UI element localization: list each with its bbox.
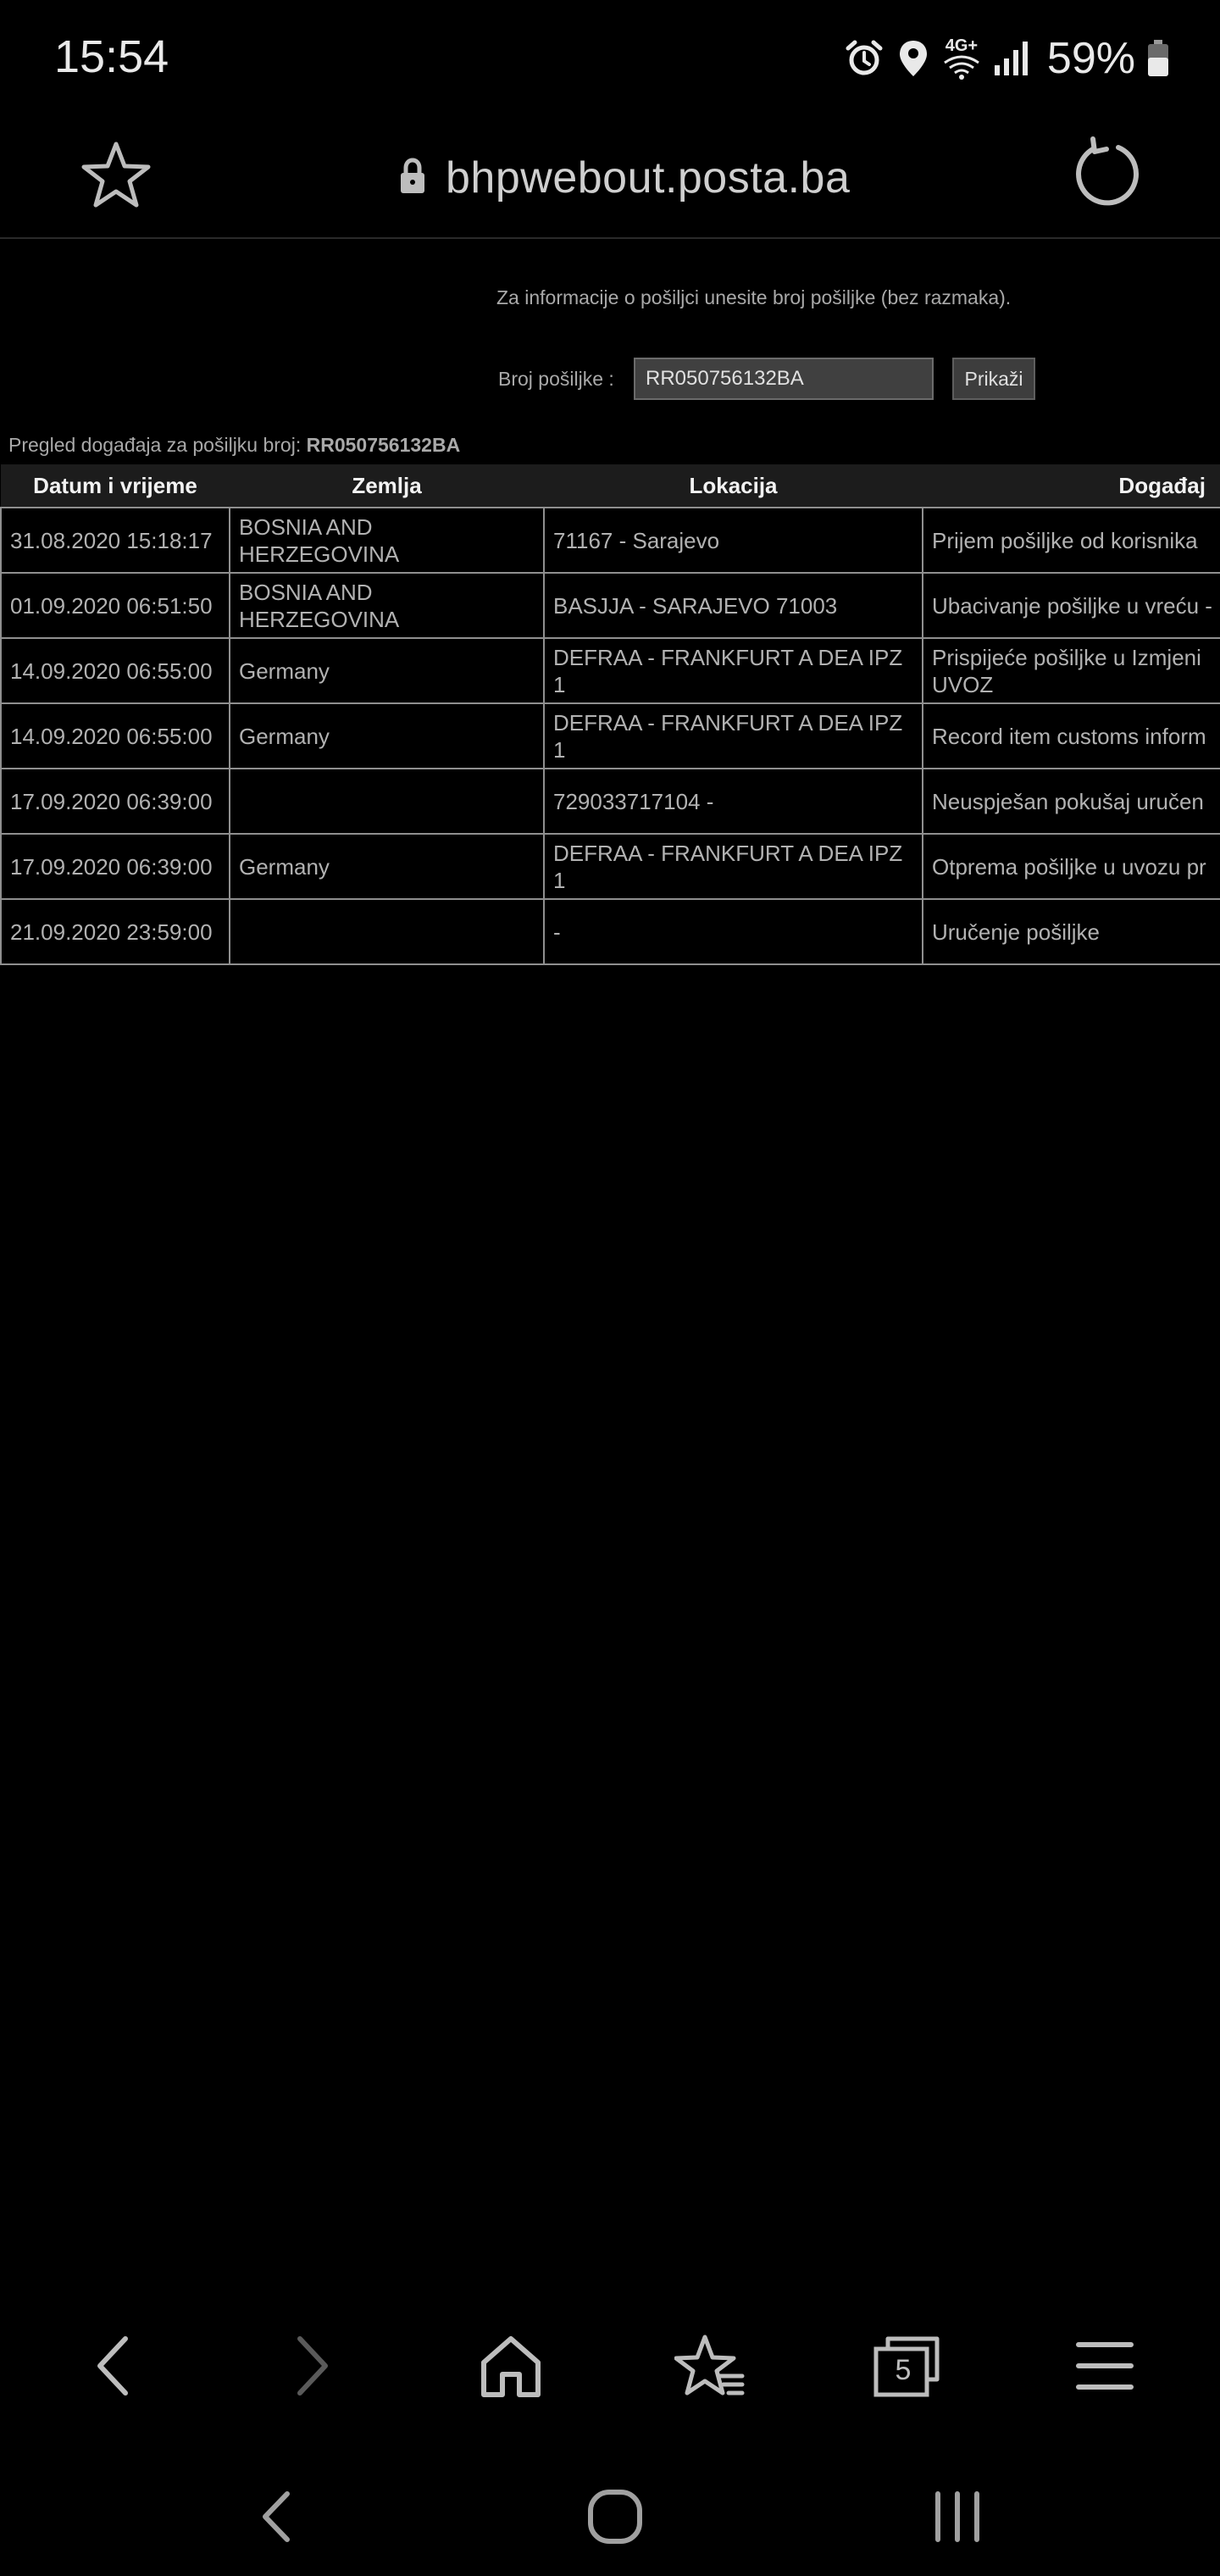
home-icon[interactable] xyxy=(573,2474,657,2559)
wifi-icon xyxy=(942,54,981,80)
star-icon[interactable] xyxy=(78,137,154,214)
cell-event: Prijem pošiljke od korisnika xyxy=(923,508,1220,573)
cell-event: Uručenje pošiljke xyxy=(923,899,1220,964)
cell-country xyxy=(230,899,544,964)
table-row xyxy=(1,508,1220,573)
forward-icon[interactable] xyxy=(271,2325,352,2407)
table-row xyxy=(1,899,1220,964)
header-location: Lokacija xyxy=(544,464,923,508)
table-row xyxy=(1,638,1220,703)
home-icon[interactable] xyxy=(470,2325,552,2407)
info-text: Za informacije o pošiljci unesite broj pošiljke (bez razmaka). xyxy=(496,286,1012,308)
lock-icon xyxy=(398,158,427,199)
cell-location: DEFRAA - FRANKFURT A DEA IPZ 1 xyxy=(544,703,923,769)
cell-country: Germany xyxy=(230,834,544,899)
cell-location: BASJJA - SARAJEVO 71003 xyxy=(544,573,923,638)
battery-percentage: 59% xyxy=(1046,34,1135,83)
cell-datetime: 14.09.2020 06:55:00 xyxy=(1,638,230,703)
location-icon xyxy=(896,38,930,79)
cell-datetime: 17.09.2020 06:39:00 xyxy=(1,834,230,899)
browser-toolbar xyxy=(0,2313,1220,2415)
cell-location: 729033717104 - xyxy=(544,769,923,834)
system-nav-bar xyxy=(0,2457,1220,2576)
cell-event: Record item customs inform xyxy=(923,703,1220,769)
cell-datetime: 14.09.2020 06:55:00 xyxy=(1,703,230,769)
overview-text xyxy=(8,434,460,457)
cell-country: Germany xyxy=(230,703,544,769)
address-field[interactable] xyxy=(398,144,850,212)
menu-icon[interactable] xyxy=(1064,2325,1145,2407)
cell-location: DEFRAA - FRANKFURT A DEA IPZ 1 xyxy=(544,834,923,899)
cell-country: BOSNIA AND HERZEGOVINA xyxy=(230,573,544,638)
table-row xyxy=(1,703,1220,769)
cell-datetime: 01.09.2020 06:51:50 xyxy=(1,573,230,638)
table-row xyxy=(1,769,1220,834)
cell-datetime: 21.09.2020 23:59:00 xyxy=(1,899,230,964)
cell-event: Otprema pošiljke u uvozu pr xyxy=(923,834,1220,899)
reload-icon[interactable] xyxy=(1069,136,1145,212)
header-event: Događaj xyxy=(923,464,1220,508)
cell-country: BOSNIA AND HERZEGOVINA xyxy=(230,508,544,573)
network-indicator xyxy=(942,37,981,80)
recents-icon[interactable] xyxy=(915,2474,1000,2559)
signal-icon xyxy=(993,40,1030,77)
cell-location: DEFRAA - FRANKFURT A DEA IPZ 1 xyxy=(544,638,923,703)
cell-location: - xyxy=(544,899,923,964)
tracking-number-input[interactable] xyxy=(634,358,934,400)
battery-icon xyxy=(1147,39,1169,78)
cell-event: Prispijeće pošiljke u Izmjeni UVOZ xyxy=(923,638,1220,703)
status-bar xyxy=(0,0,1220,119)
tabs-icon[interactable] xyxy=(866,2325,947,2407)
cell-datetime: 31.08.2020 15:18:17 xyxy=(1,508,230,573)
network-label: 4G+ xyxy=(945,36,979,55)
cell-location: 71167 - Sarajevo xyxy=(544,508,923,573)
url-bar xyxy=(0,119,1220,239)
tabs-count: 5 xyxy=(895,2353,912,2386)
show-button[interactable]: Prikaži xyxy=(952,358,1035,400)
header-datetime: Datum i vrijeme xyxy=(1,464,230,508)
status-time: 15:54 xyxy=(54,31,169,82)
table-row xyxy=(1,834,1220,899)
bookmarks-icon[interactable] xyxy=(669,2325,751,2407)
cell-country xyxy=(230,769,544,834)
cell-event: Ubacivanje pošiljke u vreću - xyxy=(923,573,1220,638)
back-icon[interactable] xyxy=(73,2325,154,2407)
cell-country: Germany xyxy=(230,638,544,703)
tracking-number-label: Broj pošiljke : xyxy=(498,368,614,390)
table-row xyxy=(1,573,1220,638)
url-text: bhpwebout.posta.ba xyxy=(446,153,851,203)
cell-datetime: 17.09.2020 06:39:00 xyxy=(1,769,230,834)
overview-prefix: Pregled događaja za pošiljku broj: xyxy=(8,434,302,456)
back-icon[interactable] xyxy=(234,2474,319,2559)
events-table xyxy=(0,464,1220,965)
alarm-icon xyxy=(844,38,884,79)
status-icons xyxy=(844,29,1169,88)
overview-number: RR050756132BA xyxy=(306,434,461,456)
header-country: Zemlja xyxy=(230,464,544,508)
cell-event: Neuspješan pokušaj uručen xyxy=(923,769,1220,834)
table-header-row xyxy=(1,464,1220,508)
